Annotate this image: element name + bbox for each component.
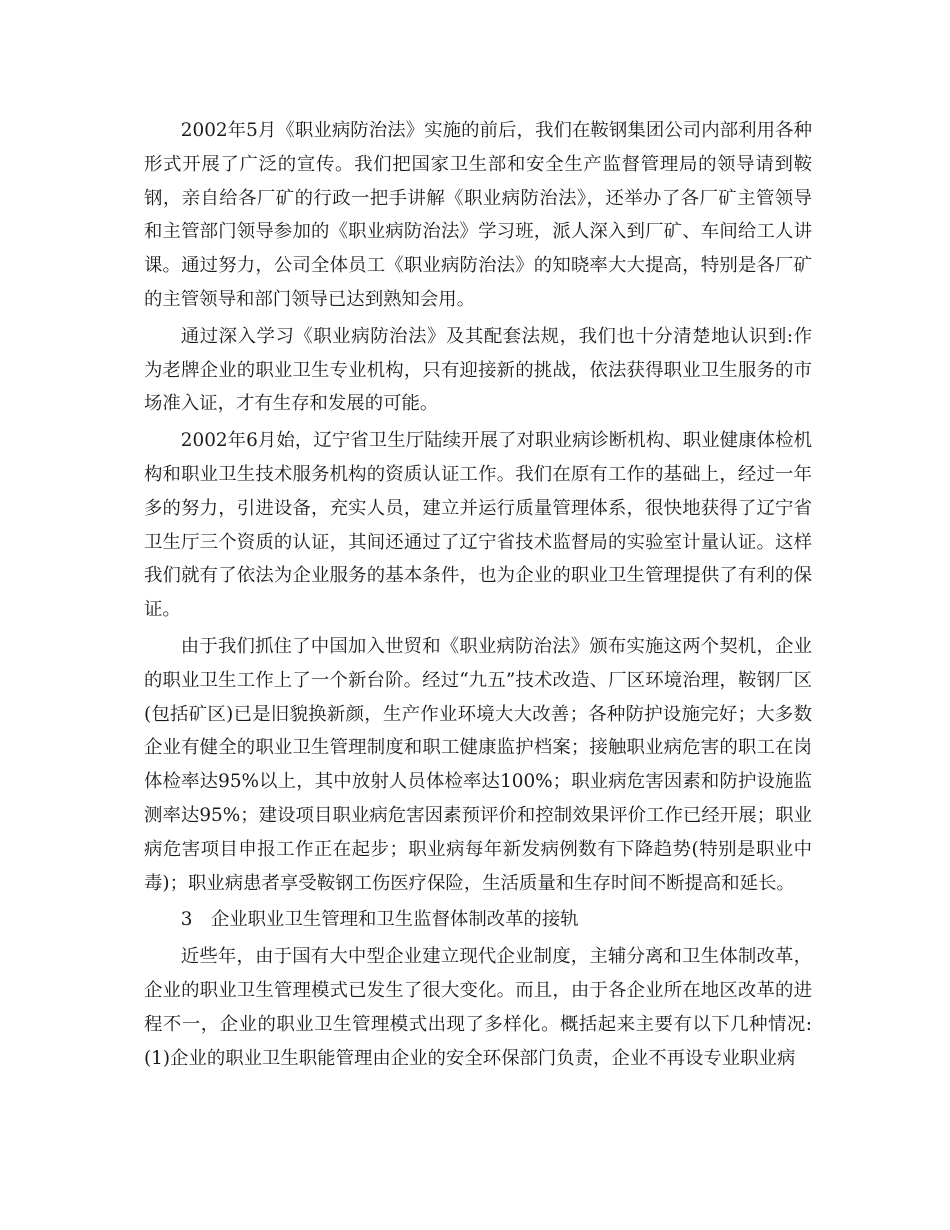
paragraph-understanding: 通过深入学习《职业病防治法》及其配套法规，我们也十分清楚地认识到:作为老牌企业的职业卫生专业机构，只有迎接新的挑战，依法获得职业卫生服务的市场准入证，才有生存和发展的可能。 [144, 325, 812, 415]
section-heading-3: 3 企业职业卫生管理和卫生监督体制改革的接轨 [180, 909, 579, 931]
paragraph-publicity: 2002年5月《职业病防治法》实施的前后，我们在鞍钢集团公司内部利用各种形式开展了广泛的宣传。我们把国家卫生部和安全生产监督管理局的领导请到鞍钢，亲自给各厂矿的行政一把手讲解《职业病防治法》，还举办了各厂矿主管领导和主管部门领导参加的《职业病防治法》学习班，派人深入到厂矿、车间给工人讲课。通过努力，公司全体员工《职业病防治法》的知晓率大大提高，特别是各厂矿的主管领导和部门领导已达到熟知会用。 [144, 120, 812, 310]
paragraph-certification: 2002年6月始，辽宁省卫生厅陆续开展了对职业病诊断机构、职业健康体检机构和职业卫生技术服务机构的资质认证工作。我们在原有工作的基础上，经过一年多的努力，引进设备，充实人员，建立并运行质量管理体系，很快地获得了辽宁省卫生厅三个资质的认证，其间还通过了辽宁省技术监督局的实验室计量认证。这样我们就有了依法为企业服务的基本条件，也为企业的职业卫生管理提供了有利的保证。 [144, 430, 812, 621]
paragraph-achievements: 由于我们抓住了中国加入世贸和《职业病防治法》颁布实施这两个契机，企业的职业卫生工作上了一个新台阶。经过“九五”技术改造、厂区环境治理，鞍钢厂区(包括矿区)已是旧貌换新颜，生产作业环境大大改善；各种防护设施完好；大多数企业有健全的职业卫生管理制度和职工健康监护档案；接触职业病危害的职工在岗体检率达95%以上，其中放射人员体检率达100%；职业病危害因素和防护设施监测率达95%；建设项目职业病危害因素预评价和控制效果评价工作已经开展；职业病危害项目申报工作正在起步；职业病每年新发病例数有下降趋势(特别是职业中毒)；职业病患者享受鞍钢工伤医疗保险，生活质量和生存时间不断提高和延长。 [144, 635, 812, 894]
paragraph-management-models: 近些年，由于国有大中型企业建立现代企业制度，主辅分离和卫生体制改革，企业的职业卫生管理模式已发生了很大变化。而且，由于各企业所在地区改革的进程不一，企业的职业卫生管理模式出现了多样化。概括起来主要有以下几种情况:(1)企业的职业卫生职能管理由企业的安全环保部门负责，企业不再设专业职业病 [144, 946, 812, 1069]
document-body [144, 114, 812, 1078]
